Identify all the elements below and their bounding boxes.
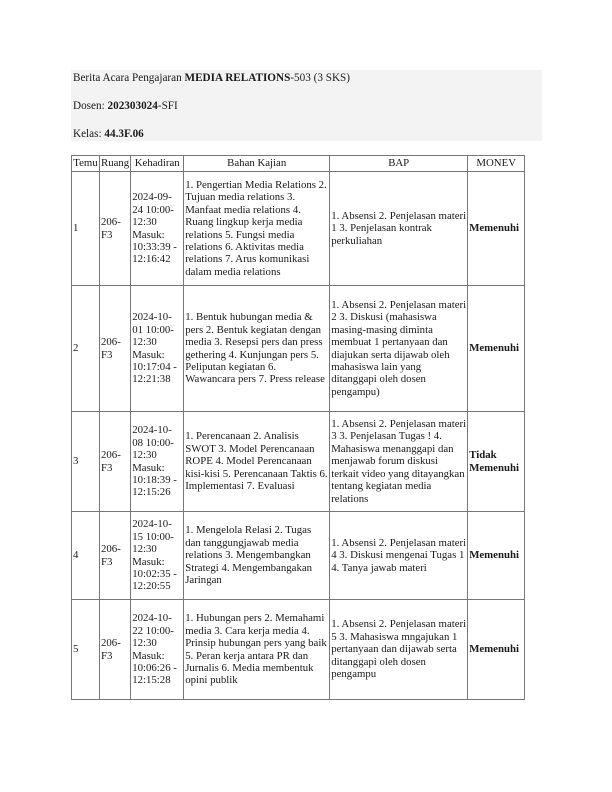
column-header-temu: Temu — [72, 156, 100, 172]
cell-ruang: 206-F3 — [100, 412, 131, 512]
lecturer-line — [73, 100, 178, 112]
table-row — [72, 600, 525, 700]
cell-kehadiran: 2024-10-22 10:00-12:30 Masuk: 10:06:26 - 12:15:28 — [131, 600, 184, 700]
lecturer-suffix: -SFI — [157, 100, 178, 112]
cell-monev: Memenuhi — [468, 172, 525, 286]
course-suffix: -503 (3 SKS) — [290, 72, 350, 84]
teaching-record-table — [71, 155, 525, 700]
table-row — [72, 412, 525, 512]
cell-bahan-kajian: 1. Mengelola Relasi 2. Tugas dan tanggungjawab media relations 3. Mengembangkan Strategi 4. Mengembangakan Jaringan — [184, 512, 330, 600]
cell-bahan-kajian: 1. Pengertian Media Relations 2. Tujuan media relations 3. Manfaat media relations 4. Ruang lingkup kerja media relations 5. Fungsi media relations 6. Aktivitas media relations 7. Arus komunikasi dalam media relations — [184, 172, 330, 286]
table-row — [72, 172, 525, 286]
cell-ruang: 206-F3 — [100, 512, 131, 600]
cell-kehadiran: 2024-09-24 10:00-12:30 Masuk: 10:33:39 - 12:16:42 — [131, 172, 184, 286]
cell-kehadiran: 2024-10-01 10:00-12:30 Masuk: 10:17:04 - 12:21:38 — [131, 286, 184, 412]
table-row — [72, 286, 525, 412]
cell-bahan-kajian: 1. Perencanaan 2. Analisis SWOT 3. Model Perencanaan ROPE 4. Model Perencanaan kisi-kisi 5. Perencanaan Taktis 6. Implementasi 7. Evaluasi — [184, 412, 330, 512]
column-header-ruang: Ruang — [100, 156, 131, 172]
document-header — [71, 70, 542, 141]
cell-kehadiran: 2024-10-08 10:00-12:30 Masuk: 10:18:39 - 12:15:26 — [131, 412, 184, 512]
lecturer-code: 202303024 — [107, 100, 158, 112]
cell-temu: 5 — [72, 600, 100, 700]
cell-bahan-kajian: 1. Hubungan pers 2. Memahami media 3. Cara kerja media 4. Prinsip hubungan pers yang baik 5. Peran kerja antara PR dan Jurnalis 6. Media membentuk opini publik — [184, 600, 330, 700]
class-label: Kelas: — [73, 128, 105, 140]
cell-temu: 2 — [72, 286, 100, 412]
cell-ruang: 206-F3 — [100, 600, 131, 700]
cell-ruang: 206-F3 — [100, 286, 131, 412]
class-code: 44.3F.06 — [104, 128, 144, 140]
cell-bap: 1. Absensi 2. Penjelasan materi 4 3. Diskusi mengenai Tugas 1 4. Tanya jawab materi — [330, 512, 468, 600]
cell-bap: 1. Absensi 2. Penjelasan materi 2 3. Diskusi (mahasiswa masing-masing diminta membuat 1 pertanyaan dan diajukan serta dijawab oleh mahasiswa lain yang ditanggapi oleh dosen pengampu) — [330, 286, 468, 412]
class-line — [73, 128, 144, 140]
cell-temu: 1 — [72, 172, 100, 286]
cell-monev: Memenuhi — [468, 286, 525, 412]
course-name: MEDIA RELATIONS — [184, 72, 291, 84]
column-header-monev: MONEV — [468, 156, 525, 172]
cell-temu: 4 — [72, 512, 100, 600]
cell-bap: 1. Absensi 2. Penjelasan materi 3 3. Penjelasan Tugas ! 4. Mahasiswa menanggapi dan menjawab forum diskusi terkait video yang ditayangkan tentang kegiatan media relations — [330, 412, 468, 512]
cell-ruang: 206-F3 — [100, 172, 131, 286]
table-header-row — [72, 156, 525, 172]
title-prefix: Berita Acara Pengajaran — [73, 72, 185, 84]
course-title-line — [73, 72, 350, 84]
cell-monev: Memenuhi — [468, 600, 525, 700]
table-row — [72, 512, 525, 600]
cell-bap: 1. Absensi 2. Penjelasan materi 1 3. Penjelasan kontrak perkuliahan — [330, 172, 468, 286]
lecturer-label: Dosen: — [73, 100, 108, 112]
cell-kehadiran: 2024-10-15 10:00-12:30 Masuk: 10:02:35 - 12:20:55 — [131, 512, 184, 600]
column-header-kehadiran: Kehadiran — [131, 156, 184, 172]
cell-monev: Memenuhi — [468, 512, 525, 600]
cell-bap: 1. Absensi 2. Penjelasan materi 5 3. Mahasiswa mngajukan 1 pertanyaan dan dijawab serta ditanggapi oleh dosen pengampu — [330, 600, 468, 700]
column-header-bap: BAP — [330, 156, 468, 172]
column-header-bahan-kajian: Bahan Kajian — [184, 156, 330, 172]
cell-bahan-kajian: 1. Bentuk hubungan media & pers 2. Bentuk kegiatan dengan media 3. Resepsi pers dan press gethering 4. Kunjungan pers 5. Peliputan kegiatan 6. Wawancara pers 7. Press release — [184, 286, 330, 412]
cell-monev: Tidak Memenuhi — [468, 412, 525, 512]
cell-temu: 3 — [72, 412, 100, 512]
